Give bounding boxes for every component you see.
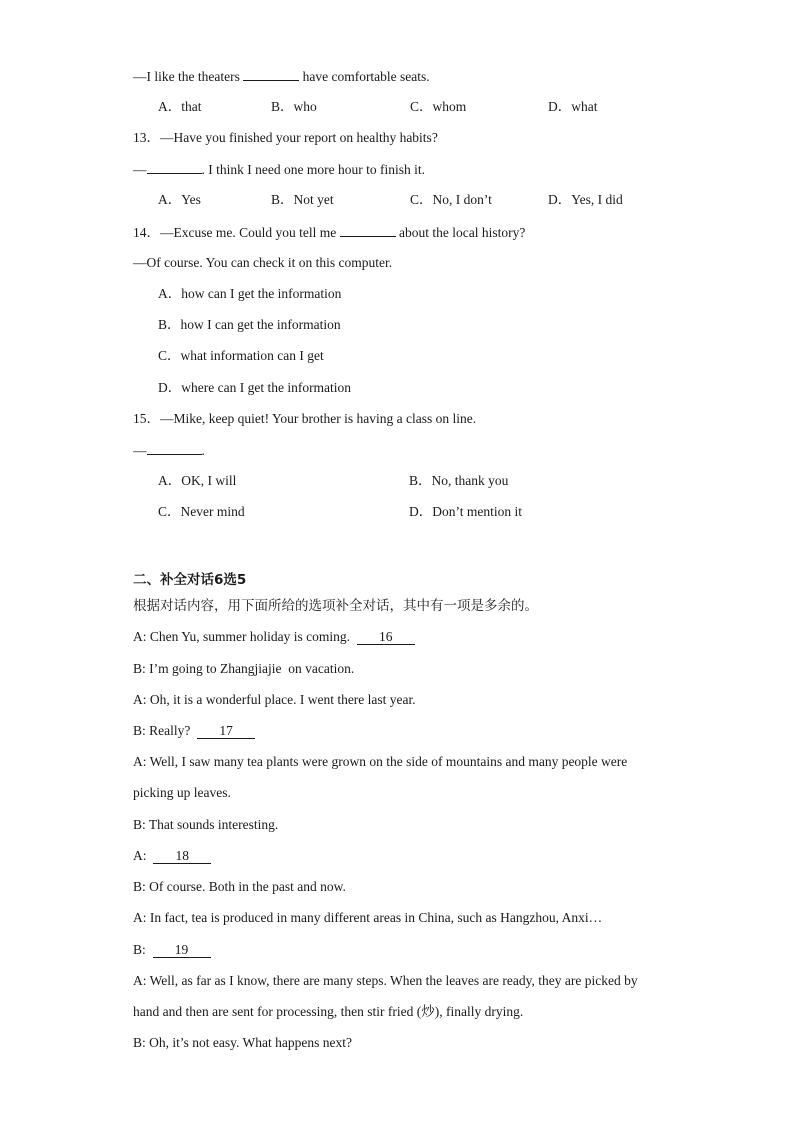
q14-option-b[interactable]: B．how I can get the information (158, 317, 341, 332)
q13-stem: 13．—Have you finished your report on healthy habits? (133, 130, 438, 145)
q14-option-a[interactable]: A．how can I get the information (158, 286, 342, 301)
q12-option-d[interactable]: D．what (548, 99, 598, 114)
answer-blank[interactable] (147, 442, 202, 455)
q12-option-b[interactable]: B．who (271, 99, 317, 114)
q15-option-b[interactable]: B．No, thank you (409, 473, 509, 488)
section-instruction: 根据对话内容，用下面所给的选项补全对话，其中有一项是多余的。 (133, 598, 538, 614)
dialogue-line-2: B: I’m going to Zhangjiajie on vacation. (133, 661, 355, 676)
answer-blank[interactable] (340, 224, 396, 237)
q14-option-c[interactable]: C．what information can I get (158, 348, 324, 363)
dialogue-line-1-text: A: Chen Yu, summer holiday is coming. (133, 629, 357, 644)
q14-stem-part1: 14．—Excuse me. Could you tell me (133, 225, 340, 240)
answer-blank[interactable] (243, 68, 299, 81)
dialogue-line-14: B: Oh, it’s not easy. What happens next? (133, 1035, 352, 1050)
q15-option-a[interactable]: A．OK, I will (158, 473, 237, 488)
q14-option-d[interactable]: D．where can I get the information (158, 380, 352, 395)
q15-option-d[interactable]: D．Don’t mention it (409, 504, 522, 519)
dialogue-line-8-text: A: (133, 848, 154, 863)
dialogue-line-10: A: In fact, tea is produced in many different areas in China, such as Hangzhou, Anxi… (133, 910, 603, 925)
q13-reply-part1: — (133, 162, 147, 177)
dialogue-line-5: A: Well, I saw many tea plants were grown on the side of mountains and many people were (133, 754, 628, 769)
q12-option-a[interactable]: A．that (158, 99, 202, 114)
dialogue-line-12: A: Well, as far as I know, there are many steps. When the leaves are ready, they are picked by (133, 973, 638, 988)
q12-stem (133, 68, 430, 85)
dialogue-line-8 (133, 848, 211, 864)
q15-reply-part2: . (201, 443, 205, 458)
q15-stem: 15．—Mike, keep quiet! Your brother is having a class on line. (133, 411, 477, 426)
dialogue-line-4-text: B: Really? (133, 723, 198, 738)
q13-reply (133, 161, 425, 178)
dialogue-line-1 (133, 629, 415, 645)
dialogue-line-9: B: Of course. Both in the past and now. (133, 879, 346, 894)
q14-stem-part2: about the local history? (395, 225, 526, 240)
q12-option-c[interactable]: C．whom (410, 99, 467, 114)
dialogue-line-11-text: B: (133, 942, 153, 957)
q13-option-c[interactable]: C．No, I don’t (410, 192, 492, 207)
blank-16[interactable]: 16 (357, 630, 415, 645)
answer-blank[interactable] (147, 161, 202, 174)
q12-stem-part1: —I like the theaters (133, 69, 244, 84)
dialogue-line-3: A: Oh, it is a wonderful place. I went there last year. (133, 692, 416, 707)
blank-18[interactable]: 18 (153, 849, 211, 864)
dialogue-line-4 (133, 723, 255, 739)
q14-reply: —Of course. You can check it on this computer. (133, 255, 393, 270)
dialogue-line-7: B: That sounds interesting. (133, 817, 279, 832)
q15-option-c[interactable]: C．Never mind (158, 504, 245, 519)
dialogue-line-13: hand and then are sent for processing, then stir fried (炒), finally drying. (133, 1004, 524, 1019)
q12-stem-part2: have comfortable seats. (299, 69, 430, 84)
dialogue-line-6: picking up leaves. (133, 785, 231, 800)
q13-option-b[interactable]: B．Not yet (271, 192, 334, 207)
section-title: 二、补全对话6选5 (133, 572, 247, 588)
q13-option-d[interactable]: D．Yes, I did (548, 192, 623, 207)
q14-stem (133, 224, 525, 241)
q13-reply-part2: . I think I need one more hour to finish it. (201, 162, 425, 177)
q15-reply (133, 442, 205, 459)
blank-17[interactable]: 17 (197, 724, 255, 739)
blank-19[interactable]: 19 (153, 943, 211, 958)
dialogue-line-11 (133, 942, 211, 958)
q15-reply-part1: — (133, 443, 147, 458)
q13-option-a[interactable]: A．Yes (158, 192, 201, 207)
